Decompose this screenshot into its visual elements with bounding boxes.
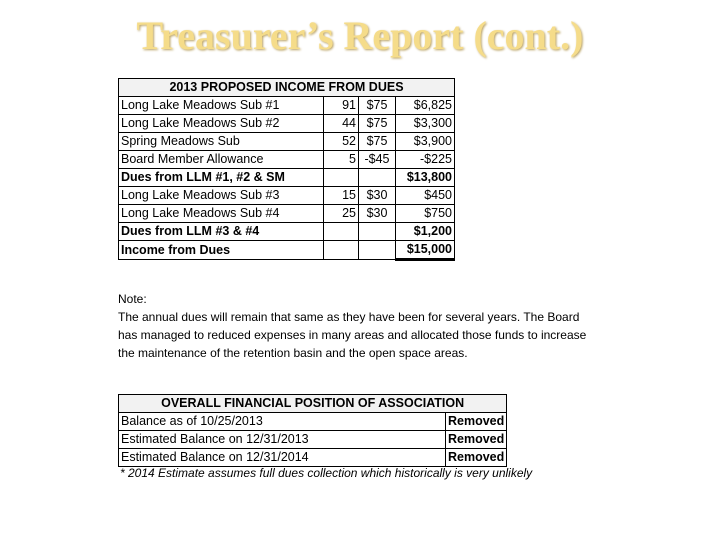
cell-total: $750 (396, 205, 455, 223)
cell-label: Long Lake Meadows Sub #4 (119, 205, 324, 223)
cell-value: Removed (446, 413, 507, 431)
cell-value: Removed (446, 431, 507, 449)
table-row (119, 223, 455, 241)
page-title: Treasurer’s Report (cont.) (136, 13, 584, 58)
cell-label: Dues from LLM #1, #2 & SM (119, 169, 324, 187)
table-row (119, 115, 455, 133)
note (118, 290, 598, 362)
cell-rate: $75 (359, 97, 396, 115)
cell-rate: -$45 (359, 151, 396, 169)
table-row (119, 97, 455, 115)
cell-label: Long Lake Meadows Sub #1 (119, 97, 324, 115)
table-row (119, 169, 455, 187)
cell-total: $3,900 (396, 133, 455, 151)
income-table (118, 78, 455, 261)
cell-count (324, 169, 359, 187)
cell-label: Estimated Balance on 12/31/2014 (119, 449, 446, 467)
cell-label: Spring Meadows Sub (119, 133, 324, 151)
income-table-header: 2013 PROPOSED INCOME FROM DUES (119, 79, 455, 97)
cell-count: 52 (324, 133, 359, 151)
cell-label: Balance as of 10/25/2013 (119, 413, 446, 431)
table-row (119, 431, 507, 449)
table-row (119, 205, 455, 223)
financial-position-table (118, 394, 507, 467)
cell-total: $3,300 (396, 115, 455, 133)
cell-label: Income from Dues (119, 241, 324, 260)
cell-rate (359, 223, 396, 241)
table-row (119, 151, 455, 169)
table-row (119, 187, 455, 205)
cell-count (324, 241, 359, 260)
cell-rate: $75 (359, 133, 396, 151)
table-row (119, 133, 455, 151)
cell-rate: $75 (359, 115, 396, 133)
cell-label: Estimated Balance on 12/31/2013 (119, 431, 446, 449)
cell-label: Long Lake Meadows Sub #3 (119, 187, 324, 205)
cell-rate (359, 169, 396, 187)
table-row (119, 449, 507, 467)
cell-total: $13,800 (396, 169, 455, 187)
cell-value: Removed (446, 449, 507, 467)
cell-total: $1,200 (396, 223, 455, 241)
financial-position-header: OVERALL FINANCIAL POSITION OF ASSOCIATION (119, 395, 507, 413)
cell-total: $6,825 (396, 97, 455, 115)
cell-count: 5 (324, 151, 359, 169)
cell-rate: $30 (359, 187, 396, 205)
cell-count: 91 (324, 97, 359, 115)
cell-count: 15 (324, 187, 359, 205)
cell-count (324, 223, 359, 241)
cell-label: Long Lake Meadows Sub #2 (119, 115, 324, 133)
cell-count: 25 (324, 205, 359, 223)
cell-total: -$225 (396, 151, 455, 169)
footnote: * 2014 Estimate assumes full dues collection which historically is very unlikely (120, 466, 533, 480)
cell-rate: $30 (359, 205, 396, 223)
cell-total: $450 (396, 187, 455, 205)
cell-rate (359, 241, 396, 260)
table-row (119, 413, 507, 431)
cell-count: 44 (324, 115, 359, 133)
cell-label: Board Member Allowance (119, 151, 324, 169)
note-text: The annual dues will remain that same as they have been for several years. The Board has managed to reduced expenses in many areas and allocated those funds to increase the maintenance of the retention basin and the open space areas. (118, 310, 587, 360)
cell-total: $15,000 (396, 241, 455, 260)
cell-label: Dues from LLM #3 & #4 (119, 223, 324, 241)
note-heading: Note: (118, 292, 147, 306)
table-row (119, 241, 455, 260)
